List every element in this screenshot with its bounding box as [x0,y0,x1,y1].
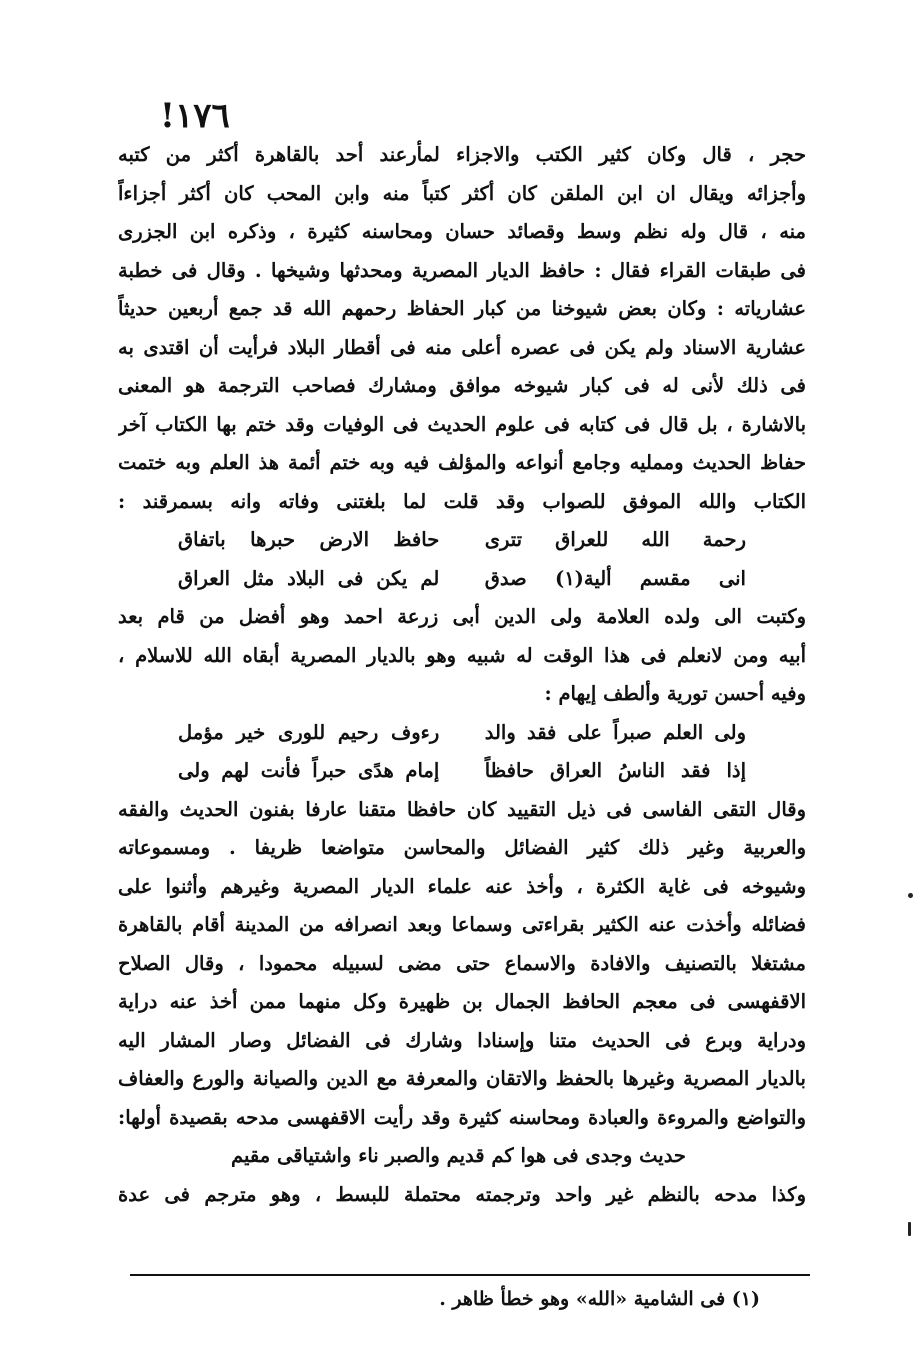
verse-second-hemistich: إمام هدًى حبراً فأنت لهم ولى [178,759,440,782]
footnote-divider [130,1274,810,1276]
text-line: والعربية وغير ذلك كثير الفضائل والمحاسن متواضعا ظريفا . ومسموعاته [118,836,806,859]
text-line: مشتغلا بالتصنيف والافادة والاسماع حتى مضى لسبيله محمودا ، وقال الصلاح [118,951,806,975]
verse-second-hemistich: لم يكن فى البلاد مثل العراق [178,566,440,590]
text-line: وفيه أحسن تورية وألطف إيهام : [544,682,806,705]
scan-speck [908,1222,911,1236]
verse-second-hemistich: رءوف رحيم للورى خير مؤمل [178,720,440,744]
text-line: وكذا مدحه بالنظم غير واحد وترجمته محتملة للبسط ، وهو مترجم فى عدة [118,1182,806,1206]
text-line: بالديار المصرية وغيرها بالحفظ والاتقان والمعرفة مع الدين والصيانة والورع والعفاف [118,1067,806,1090]
verse-second-hemistich: حافظ الارض حبرها باتفاق [178,528,440,551]
text-line: الاقفهسى فى معجم الحافظ الجمال بن ظهيرة وكل منهما ممن أخذ عنه دراية [118,990,806,1013]
poem-verse [118,714,806,753]
text-line: فضائله وأخذت عنه الكثير بقراءتى وسماعا وبعد انصرافه من المدينة أقام بالقاهرة [118,913,806,936]
poem-verse [118,560,806,599]
text-line: الكتاب والله الموفق للصواب وقد قلت لما بلغتنى وفاته وانه بسمرقند : [118,489,806,513]
text-line: حفاظ الحديث وممليه وجامع أنواعه والمؤلف فيه وبه ختم أئمة هذ العلم وبه ختمت [118,451,806,474]
text-line: فى ذلك لأنى له فى كبار شيوخه موافق ومشارك فصاحب الترجمة هو المعنى [118,374,806,397]
verse-first-hemistich: ولى العلم صبراً على فقد والد [484,720,746,744]
text-line: وكتبت الى ولده العلامة ولى الدين أبى زرعة احمد وهو أفضل من قام بعد [118,605,806,628]
footnote: (١) فى الشامية «الله» وهو خطأ ظاهر . [439,1288,760,1310]
text-line: عشارية الاسناد ولم يكن فى عصره أعلى منه فى أقطار البلاد فرأيت أن اقتدى به [118,335,806,359]
text-line: وقال التقى الفاسى فى ذيل التقييد كان حافظا متقنا عارفا بفنون الحديث والفقه [118,797,806,821]
verse-first-hemistich: إذا فقد الناسُ العراق حافظاً [484,759,746,782]
page-number: ١٧٦! [160,96,230,136]
text-line: أبيه ومن لانعلم فى هذا الوقت له شبيه وهو بالديار المصرية أبقاه الله للاسلام ، [118,643,806,667]
verse-first-hemistich: انى مقسم ألية(١) صدق [484,566,746,590]
text-line: والتواضع والمروءة والعبادة ومحاسنه كثيرة وقد رأيت الاقفهسى مدحه بقصيدة أولها: [118,1105,806,1129]
poem-verse: حديث وجدى فى هوا كم قديم والصبر ناء واشتياقى مقيم [230,1144,686,1167]
text-line: حجر ، قال وكان كثير الكتب والاجزاء لمأرعند أحد بالقاهرة أكثر من كتبه [118,143,806,166]
text-line: بالاشارة ، بل قال فى كتابه فى علوم الحديث فى الوفيات وقد ختم بها الكتاب آخر [118,412,806,436]
text-line: فى طبقات القراء فقال : حافظ الديار المصرية ومحدثها وشيخها . وقال فى خطبة [118,258,806,282]
poem-verse [118,752,806,791]
text-line: وأجزائه ويقال ان ابن الملقن كان أكثر كتباً منه وابن المحب كان أكثر أجزاءاً [118,181,806,205]
text-line: عشارياته : وكان بعض شيوخنا من كبار الحفاظ رحمهم الله قد جمع أربعين حديثاً [118,297,806,320]
text-line: منه ، قال وله نظم وسط وقصائد حسان ومحاسنه كثيرة ، وذكره ابن الجزرى [118,220,806,243]
body-text [118,136,806,1214]
scan-speck [908,893,913,898]
text-line: ودراية وبرع فى الحديث متنا وإسنادا وشارك فى الفضائل وصار المشار اليه [118,1028,806,1052]
poem-verse [118,521,806,560]
text-line: وشيوخه فى غاية الكثرة ، وأخذ عنه علماء الديار المصرية وغيرهم وأثنوا على [118,874,806,898]
verse-first-hemistich: رحمة الله للعراق تترى [484,528,746,551]
